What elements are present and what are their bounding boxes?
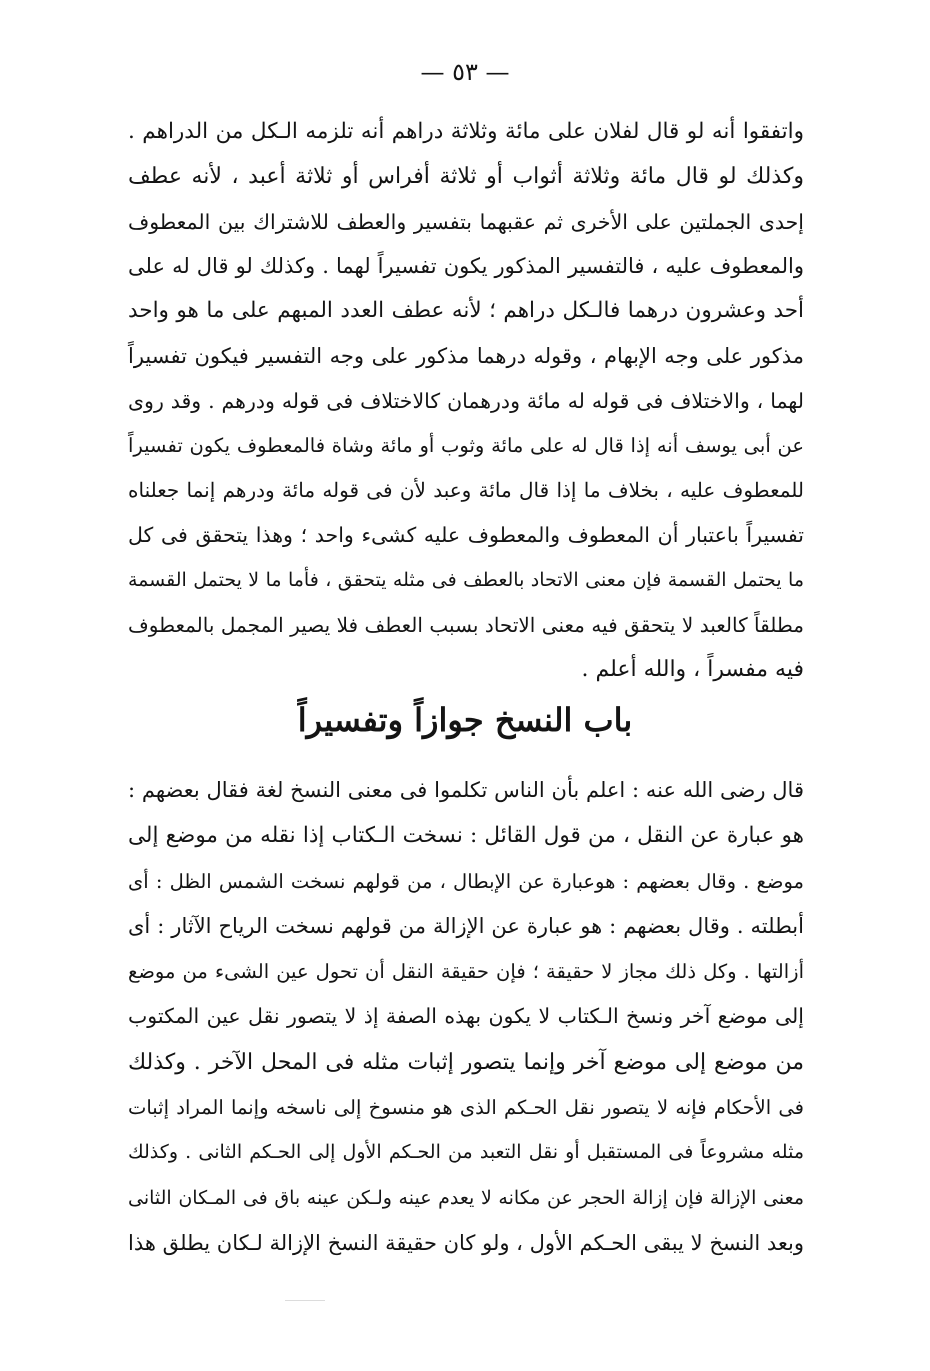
text-line: مطلقاً كالعبد لا يتحقق فيه معنى الاتحاد بسبب العطف فلا يصير المجمل بالمعطوف: [128, 612, 804, 637]
text-line: لهما ، والاختلاف فى قوله له مائة ودرهمان كالاختلاف فى قوله ودرهم . وقد روى: [128, 388, 804, 413]
paragraph-opening: [128, 110, 804, 692]
paragraph-chapter-body: [128, 768, 804, 1266]
text-line: أزالتها . وكل ذلك مجاز لا حقيقة ؛ فإن حقيقة النقل أن تحول عين الشىء من موضع: [128, 960, 804, 984]
text-line: فيه مفسراً ، والله أعلم .: [581, 656, 804, 682]
text-line: وكذلك لو قال مائة وثلاثة أثواب أو ثلاثة أفراس أو ثلاثة أعبد ، لأنه عطف: [128, 163, 804, 189]
text-line: أبطلته . وقال بعضهم : هو عبارة عن الإزالة من قولهم نسخت الرياح الآثار : أى: [128, 913, 804, 938]
text-line: تفسيراً باعتبار أن المعطوف والمعطوف عليه كشىء واحد ؛ وهذا يتحقق فى كل: [128, 523, 804, 548]
text-line: أحد وعشرون درهما فالـكل دراهم ؛ لأنه عطف العدد المبهم على ما هو واحد: [128, 298, 804, 324]
text-line: واتفقوا أنه لو قال لفلان على مائة وثلاثة دراهم أنه تلزمه الـكل من الدراهم .: [128, 119, 804, 144]
text-line: مثله مشروعاً فى المستقبل أو نقل التعبد من الحـكم الأول إلى الحـكم الثانى . وكذلك: [128, 1141, 804, 1164]
chapter-heading: باب النسخ جوازاً وتفسيراً: [297, 701, 633, 739]
text-line: عن أبى يوسف أنه إذا قال له على مائة وثوب أو مائة وشاة فالمعطوف يكون تفسيراً: [128, 433, 804, 457]
text-line: معنى الإزالة فإن إزالة الحجر عن مكانه لا يعدم عينه ولـكن عينه باق فى المـكان الثانى: [128, 1186, 804, 1209]
text-line: قال رضى الله عنه : اعلم بأن الناس تكلموا فى معنى النسخ لغة فقال بعضهم :: [128, 778, 804, 802]
text-line: للمعطوف عليه ، بخلاف ما إذا قال مائة وعبد لأن فى قوله مائة ودرهم إنما جعلناه: [128, 478, 804, 503]
text-line: فى الأحكام فإنه لا يتصور نقل الحـكم الذى هو منسوخ إلى ناسخه وإنما المراد إثبات: [128, 1096, 804, 1120]
text-line: والمعطوف عليه ، فالتفسير المذكور يكون تفسيراً لهما . وكذلك لو قال له على: [128, 254, 804, 279]
text-line: مذكور على وجه الإبهام ، وقوله درهما مذكور على وجه التفسير فيكون تفسيراً: [128, 343, 804, 368]
page-number: — ٥٣ —: [420, 58, 510, 86]
text-line: وبعد النسخ لا يبقى الحـكم الأول ، ولو كان حقيقة النسخ الإزالة لـكان يطلق هذا: [127, 1230, 804, 1255]
text-line: إحدى الجملتين على الأخرى ثم عقبهما بتفسير والعطف للاشتراك بين المعطوف: [128, 209, 804, 234]
scan-speck: [285, 1300, 325, 1301]
text-line: إلى موضع آخر ونسخ الـكتاب لا يكون بهذه الصفة إذ لا يتصور نقل عين المكتوب: [128, 1004, 804, 1029]
text-line: من موضع إلى موضع آخر وإنما يتصور إثبات مثله فى المحل الآخر . وكذلك: [128, 1049, 805, 1075]
text-line: ما يحتمل القسمة فإن معنى الاتحاد بالعطف فى مثله يتحقق ، فأما ما لا يحتمل القسمة: [128, 568, 804, 591]
text-line: هو عبارة عن النقل ، من قول القائل : نسخت الـكتاب إذا نقله من موضع إلى: [128, 823, 804, 849]
text-line: موضع . وقال بعضهم : هوعبارة عن الإبطال ، من قولهم نسخت الشمس الظل : أى: [128, 869, 804, 893]
